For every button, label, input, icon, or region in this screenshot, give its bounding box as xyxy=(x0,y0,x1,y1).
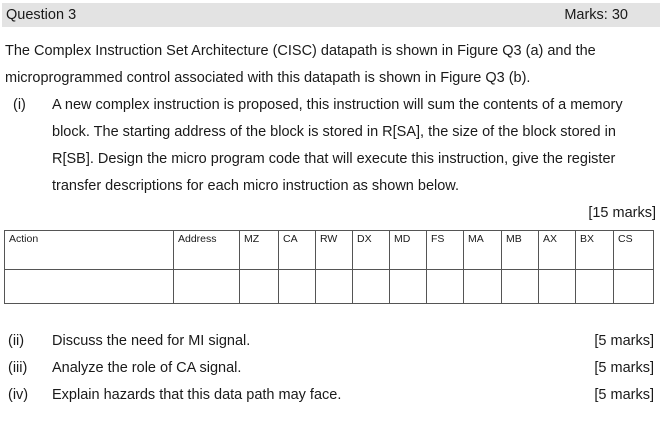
question-marks: Marks: 30 xyxy=(564,7,628,23)
question-iii-text: Analyze the role of CA signal. xyxy=(52,360,242,376)
column-header-mz: MZ xyxy=(240,231,279,270)
table-cell xyxy=(502,270,539,304)
table-cell xyxy=(174,270,240,304)
column-header-ca: CA xyxy=(279,231,316,270)
column-header-rw: RW xyxy=(316,231,353,270)
column-header-ma: MA xyxy=(464,231,502,270)
column-header-mb: MB xyxy=(502,231,539,270)
part-i-marks: [15 marks] xyxy=(588,205,656,221)
intro-paragraph: The Complex Instruction Set Architecture (CISC) datapath is shown in Figure Q3 (a) and the microprogrammed control associated with this datapath is shown in Figure Q3 (b). xyxy=(5,43,596,86)
column-header-address: Address xyxy=(174,231,240,270)
column-header-cs: CS xyxy=(614,231,654,270)
part-i-text: A new complex instruction is proposed, this instruction will sum the contents of a memory block. The starting address of the block is stored in R[SA], the size of the block stored in R[SB]. Design the micro program code that will execute this instruction, give the register transfer descriptions for each micro instruction as shown below. xyxy=(52,97,623,194)
part-i-number: (i) xyxy=(13,97,26,113)
column-header-fs: FS xyxy=(427,231,464,270)
question-iii-number: (iii) xyxy=(8,360,28,376)
table-cell xyxy=(316,270,353,304)
column-header-md: MD xyxy=(390,231,427,270)
table-cell xyxy=(427,270,464,304)
microcode-table xyxy=(4,230,654,304)
table-header-row xyxy=(5,231,654,270)
table-cell xyxy=(539,270,576,304)
table-cell xyxy=(279,270,316,304)
question-iii-marks: [5 marks] xyxy=(594,360,654,376)
question-header xyxy=(2,3,660,27)
table-cell xyxy=(464,270,502,304)
question-title: Question 3 xyxy=(6,7,77,23)
table-cell xyxy=(353,270,390,304)
column-header-bx: BX xyxy=(576,231,614,270)
question-ii-text: Discuss the need for MI signal. xyxy=(52,333,251,349)
question-ii-marks: [5 marks] xyxy=(594,333,654,349)
table-cell xyxy=(390,270,427,304)
table-row xyxy=(5,270,654,304)
question-iii xyxy=(0,355,668,382)
question-iv-number: (iv) xyxy=(8,387,29,403)
table-cell xyxy=(240,270,279,304)
question-iv xyxy=(0,382,668,409)
column-header-ax: AX xyxy=(539,231,576,270)
table-cell xyxy=(5,270,174,304)
question-iv-text: Explain hazards that this data path may face. xyxy=(52,387,342,403)
table-cell xyxy=(576,270,614,304)
question-ii xyxy=(0,328,668,355)
question-iv-marks: [5 marks] xyxy=(594,387,654,403)
column-header-dx: DX xyxy=(353,231,390,270)
table-cell xyxy=(614,270,654,304)
column-header-action: Action xyxy=(5,231,174,270)
question-ii-number: (ii) xyxy=(8,333,25,349)
